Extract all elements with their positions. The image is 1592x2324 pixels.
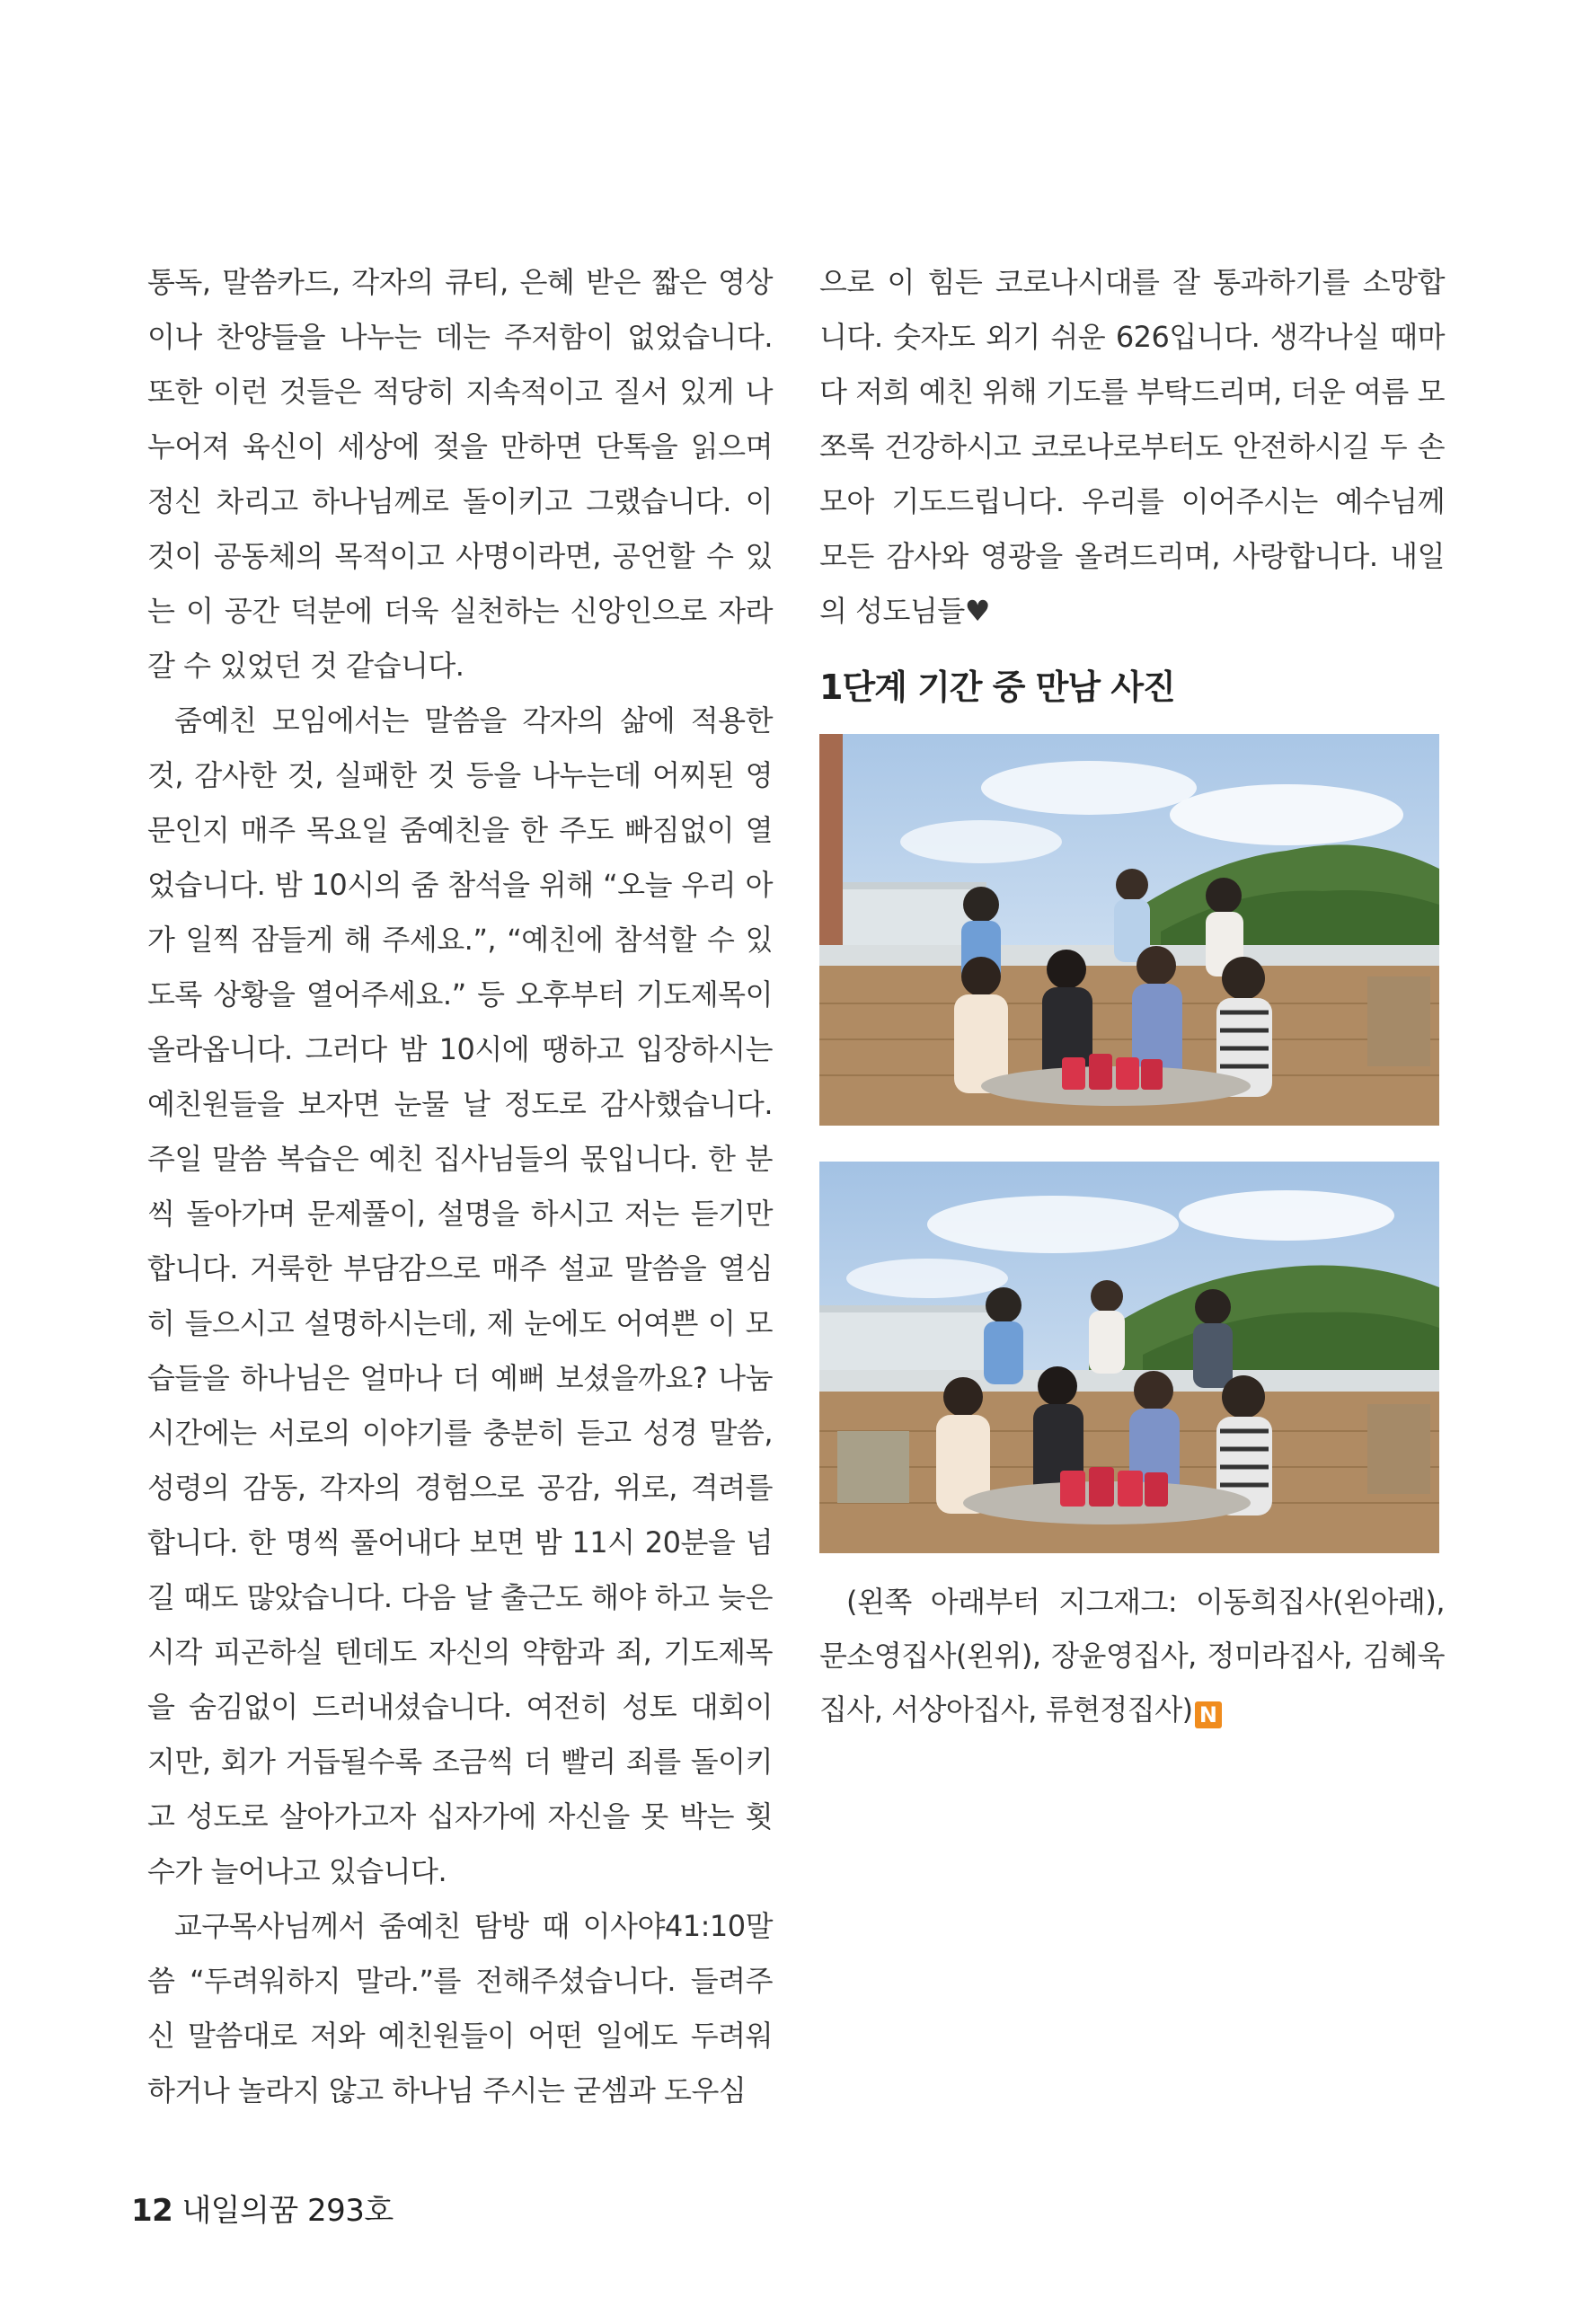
group-photo-2	[819, 1162, 1439, 1553]
left-column	[147, 255, 773, 2118]
photo-section-heading: 1단계 기간 중 만남 사진	[819, 667, 1175, 707]
body-paragraph-2: 줌예친 모임에서는 말씀을 각자의 삶에 적용한 것, 감사한 것, 실패한 것 등을 나누는데 어찌된 영문인지 매주 목요일 줌예친을 한 주도 빠짐없이 열었습니다. 밤 10시의 줌 참석을 위해 “오늘 우리 아가 일찍 잠들게 해 주세요.”, “예친에 참석할 수 있도록 상황을 열어주세요.” 등 오후부터 기도제목이 올라옵니다. 그러다 밤 10시에 땡하고 입장하시는 예친원들을 보자면 눈물 날 정도로 감사했습니다. 주일 말씀 복습은 예친 집사님들의 몫입니다. 한 분씩 돌아가며 문제풀이, 설명을 하시고 저는 듣기만 합니다. 거룩한 부담감으로 매주 설교 말씀을 열심히 들으시고 설명하시는데, 제 눈에도 어여쁜 이 모습들을 하나님은 얼마나 더 예뻐 보셨을까요? 나눔 시간에는 서로의 이야기를 충분히 듣고 성경 말씀, 성령의 감동, 각자의 경험으로 공감, 위로, 격려를 합니다. 한 명씩 풀어내다 보면 밤 11시 20분을 넘길 때도 많았습니다. 다음 날 출근도 해야 하고 늦은 시각 피곤하실 텐데도 자신의 약함과 죄, 기도제목을 숨김없이 드러내셨습니다. 여전히 성토 대회이지만, 회가 거듭될수록 조금씩 더 빨리 죄를 돌이키고 성도로 살아가고자 십자가에 자신을 못 박는 횟수가 늘어나고 있습니다.	[147, 703, 773, 1888]
body-paragraph-1: 통독, 말씀카드, 각자의 큐티, 은혜 받은 짧은 영상이나 찬양들을 나누는 데는 주저함이 없었습니다. 또한 이런 것들은 적당히 지속적이고 질서 있게 나누어져 육신이 세상에 젖을 만하면 단톡을 읽으며 정신 차리고 하나님께로 돌이키고 그랬습니다. 이것이 공동체의 목적이고 사명이라면, 공언할 수 있는 이 공간 덕분에 더욱 실천하는 신앙인으로 자라갈 수 있었던 것 같습니다.	[147, 265, 773, 683]
end-mark-n-icon: N	[1195, 1701, 1222, 1728]
page-number: 12	[131, 2193, 173, 2229]
photo-caption-text: (왼쪽 아래부터 지그재그: 이동희집사(왼아래), 문소영집사(왼위), 장윤영집사, 정미라집사, 김혜욱집사, 서상아집사, 류현정집사)	[819, 1585, 1445, 1727]
body-paragraph-4: 으로 이 힘든 코로나시대를 잘 통과하기를 소망합니다. 숫자도 외기 쉬운 626입니다. 생각나실 때마다 저희 예친 위해 기도를 부탁드리며, 더운 여름 모쪼록 건강하시고 코로나로부터도 안전하시길 두 손 모아 기도드립니다. 우리를 이어주시는 예수님께 모든 감사와 영광을 올려드리며, 사랑합니다. 내일의 성도님들♥	[819, 265, 1445, 628]
group-photo-1	[819, 734, 1439, 1126]
publication-title: 내일의꿈 293호	[181, 2193, 394, 2229]
photo-caption	[819, 1575, 1445, 1736]
right-column	[819, 255, 1445, 1736]
body-paragraph-3: 교구목사님께서 줌예친 탐방 때 이사야41:10말씀 “두려워하지 말라.”를 전해주셨습니다. 들려주신 말씀대로 저와 예친원들이 어떤 일에도 두려워하거나 놀라지 않고 하나님 주시는 굳셈과 도우심	[147, 1909, 773, 2108]
page-footer	[131, 2186, 394, 2230]
